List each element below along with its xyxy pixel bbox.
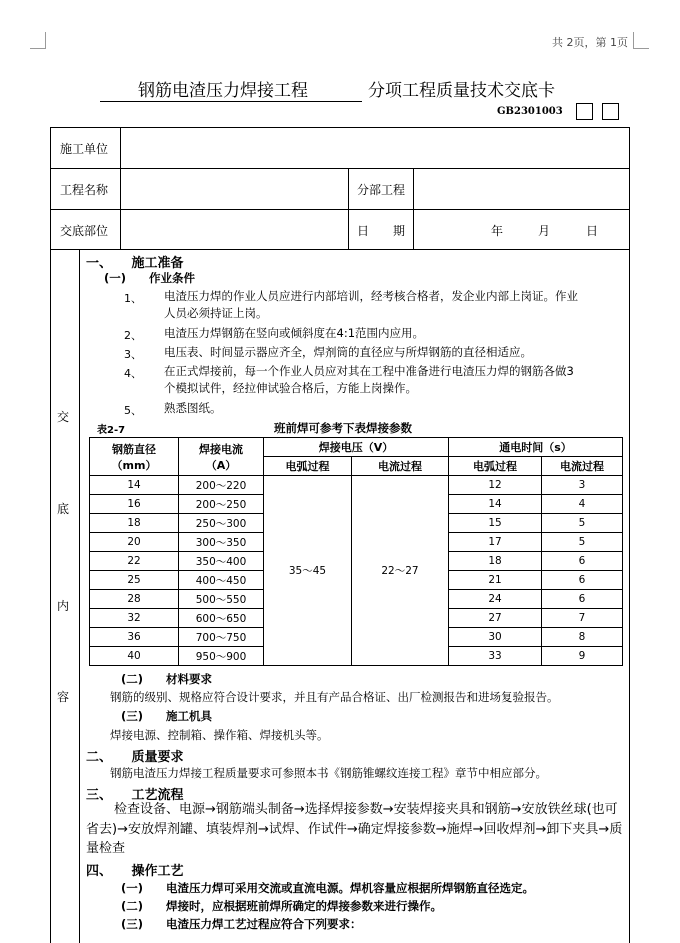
item-text: 人员必须持证上岗。 — [164, 306, 268, 320]
item-number: 1、 — [124, 292, 142, 305]
table-number: 表2-7 — [97, 425, 126, 436]
section1-title: 一、 施工准备 — [86, 256, 184, 271]
table-header: 钢筋直径 （mm） — [90, 438, 179, 476]
col-divider — [413, 168, 414, 249]
table-subheader: 电弧过程 — [264, 457, 352, 476]
side-label-char: 容 — [57, 690, 70, 704]
item-number: 2、 — [124, 329, 142, 342]
quality-text: 钢筋电渣压力焊接工程质量要求可参照本书《钢筋锥螺纹连接工程》章节中相应部分。 — [110, 766, 547, 780]
item-text: 熟悉图纸。 — [164, 401, 222, 415]
operation-item: (一) 电渣压力焊可采用交流或直流电源。焊机容量应根据所焊钢筋直径选定。 — [121, 881, 535, 895]
table-header: 通电时间（s） — [449, 438, 623, 457]
table-subheader: 电流过程 — [352, 457, 449, 476]
table-header: 焊接电压（V） — [264, 438, 449, 457]
item-text: 电渣压力焊钢筋在竖向或倾斜度在4:1范围内应用。 — [164, 326, 425, 340]
crop-mark — [633, 32, 634, 49]
date-day: 日 — [586, 224, 599, 238]
location-label: 交底部位 — [60, 224, 109, 238]
tools-text: 焊接电源、控制箱、操作箱、焊接机头等。 — [110, 728, 329, 742]
item-text: 电压表、时间显示器应齐全，焊剂筒的直径应与所焊钢筋的直径相适应。 — [164, 345, 532, 359]
project-label: 工程名称 — [60, 183, 109, 197]
table-row: 32 600～650 27 7 — [90, 609, 623, 628]
table-title: 班前焊可参考下表焊接参数 — [274, 421, 412, 435]
table-subheader: 电弧过程 — [449, 457, 542, 476]
table-row: 25 400～450 21 6 — [90, 571, 623, 590]
col-divider — [120, 127, 121, 249]
item-text: 电渣压力焊的作业人员应进行内部培训，经考核合格者，发企业内部上岗证。作业 — [164, 289, 578, 303]
item-number: 4、 — [124, 367, 142, 380]
table-subheader: 电流过程 — [542, 457, 623, 476]
content-divider — [79, 249, 80, 943]
row-divider — [50, 168, 630, 169]
page-info: 共 2页，第 1页 — [552, 36, 628, 49]
section3-title: 三、 工艺流程 — [86, 788, 184, 803]
section1-sub2: (二) 材料要求 — [121, 672, 213, 686]
item-text: 个模拟试件，经拉伸试验合格后，方能上岗操作。 — [164, 381, 417, 395]
date-year: 年 — [491, 224, 504, 238]
unit-label: 施工单位 — [60, 142, 109, 156]
item-number: 3、 — [124, 348, 142, 361]
table-row: 40 950～900 33 9 — [90, 647, 623, 666]
table-row: 16 200～250 14 4 — [90, 495, 623, 514]
row-divider — [50, 209, 630, 210]
voltage-slag-cell: 22～27 — [352, 476, 449, 666]
section1-sub1: (一) 作业条件 — [104, 271, 196, 285]
table-row: 22 350～400 18 6 — [90, 552, 623, 571]
checkbox-2[interactable] — [602, 103, 619, 120]
document-title — [100, 76, 555, 102]
col-divider — [348, 168, 349, 249]
title-part1: 钢筋电渣压力焊接工程 — [100, 76, 362, 102]
doc-code: GB2301003 — [497, 106, 563, 117]
crop-mark — [45, 32, 46, 49]
side-label-char: 内 — [57, 599, 70, 613]
operation-item: (二) 焊接时，应根据班前焊所确定的焊接参数来进行操作。 — [121, 899, 443, 913]
table-row: 36 700～750 30 8 — [90, 628, 623, 647]
item-number: 5、 — [124, 404, 142, 417]
row-divider — [50, 249, 630, 250]
operation-item: (三) 电渣压力焊工艺过程应符合下列要求： — [121, 917, 362, 931]
table-row: 28 500～550 24 6 — [90, 590, 623, 609]
process-flow: 检查设备、电源→钢筋端头制备→选择焊接参数→安装焊接夹具和钢筋→安放铁丝球(也可省去)→安放焊剂罐、填装焊剂→试焊、作试件→确定焊接参数→施焊→回收焊剂→卸下夹具→质量检查 — [86, 802, 623, 856]
section4-title: 四、 操作工艺 — [86, 864, 184, 879]
checkbox-1[interactable] — [576, 103, 593, 120]
side-label-char: 底 — [57, 502, 70, 516]
section1-sub3: (三) 施工机具 — [121, 709, 213, 723]
table-row: 14 200～220 35～45 22～27 12 3 — [90, 476, 623, 495]
table-row: 18 250～300 15 5 — [90, 514, 623, 533]
table-header: 焊接电流 （A） — [179, 438, 264, 476]
date-month: 月 — [538, 224, 551, 238]
title-part2: 分项工程质量技术交底卡 — [368, 81, 555, 101]
crop-mark — [30, 48, 46, 49]
section2-title: 二、 质量要求 — [86, 750, 184, 765]
welding-parameter-table — [89, 437, 623, 666]
crop-mark — [633, 48, 649, 49]
date-label: 日 期 — [357, 224, 406, 238]
table-row: 20 300～350 17 5 — [90, 533, 623, 552]
item-text: 在正式焊接前，每一个作业人员应对其在工程中准备进行电渣压力焊的钢筋各做3 — [164, 364, 574, 378]
material-text: 钢筋的级别、规格应符合设计要求，并且有产品合格证、出厂检测报告和进场复验报告。 — [110, 690, 559, 704]
voltage-arc-cell: 35～45 — [264, 476, 352, 666]
subproject-label: 分部工程 — [357, 183, 406, 197]
side-label-char: 交 — [57, 410, 70, 424]
